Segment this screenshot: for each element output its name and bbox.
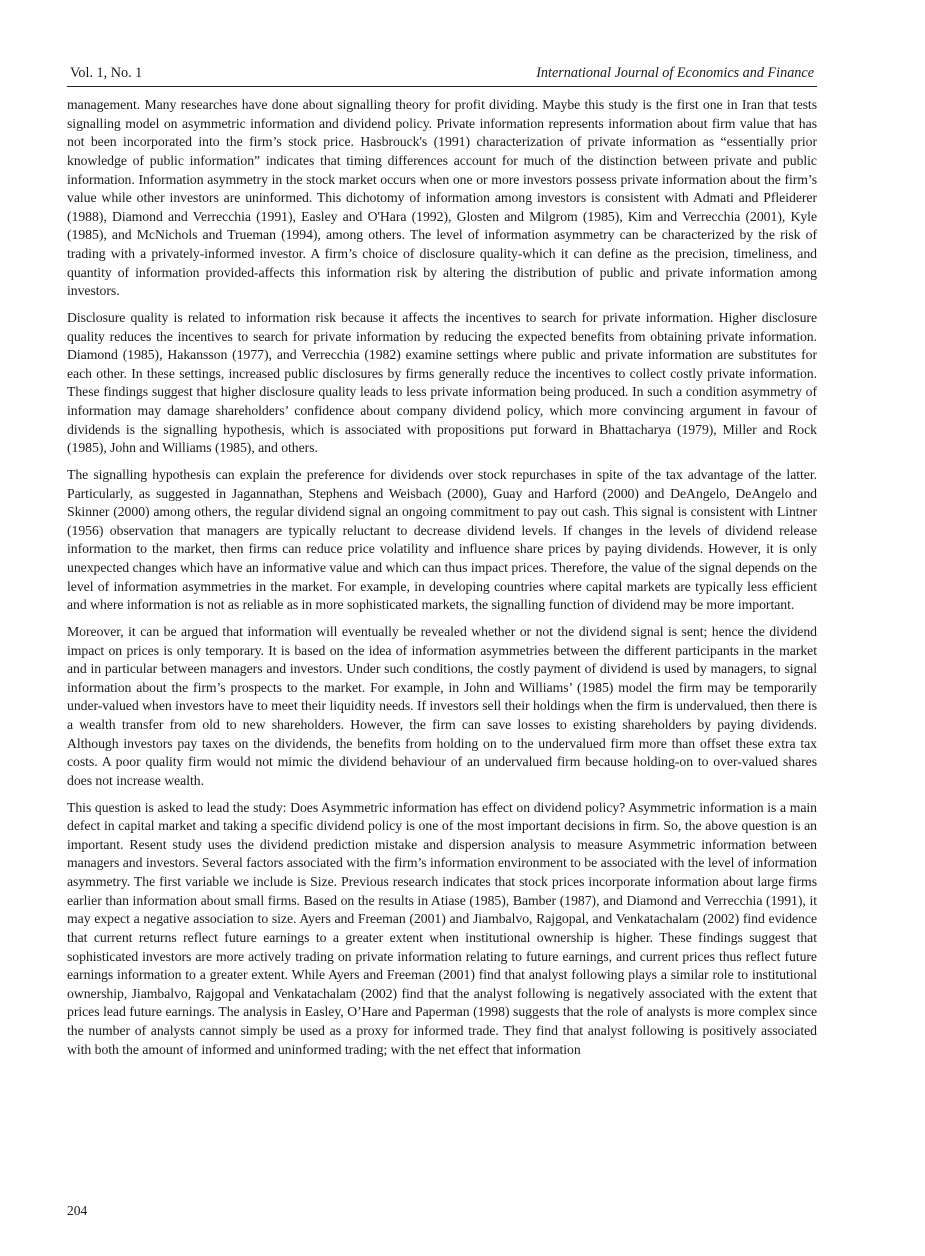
paragraph: management. Many researches have done about signalling theory for profit dividing. Maybe this study is the first one in Iran that tests signalling model on asymmetric information and dividend policy. Private information represents information about firm value that has not been incorporated into the firm’s stock price. Hasbrouck's (1991) characterization of private information as “essentially prior knowledge of public information” indicates that timing differences account for much of the distinction between private and public information. Information asymmetry in the stock market occurs when one or more investors possess private information about the firm’s value while other investors are uninformed. This dichotomy of information among investors is consistent with Admati and Pfleiderer (1988), Diamond and Verrecchia (1991), Easley and O'Hara (1992), Glosten and Milgrom (1985), Kim and Verrecchia (2001), Kyle (1985), and McNichols and Trueman (1994), among others. The level of information asymmetry can be characterized by the risk of trading with a privately-informed investor. A firm’s choice of disclosure quality-which it can define as the precision, timeliness, and quantity of information provided-affects this information risk by altering the distribution of public and private information among investors.: [67, 97, 817, 299]
volume-label: Vol. 1, No. 1: [70, 65, 143, 81]
paragraph: Disclosure quality is related to information risk because it affects the incentives to search for private information. Higher disclosure quality reduces the incentives to search for private information by reducing the expected benefits from obtaining private information. Diamond (1985), Hakansson (1977), and Verrecchia (1982) examine settings where public and private information are substitutes for each other. In these settings, increased public disclosures by firms generally reduce the incentives to collect costly private information. These findings suggest that higher disclosure quality leads to less private information being produced. In such a condition asymmetry of information may damage shareholders’ confidence about company dividend policy, which more convincing argument in favour of dividends is the signalling hypothesis, which is associated with propositions put forward in Bhattacharya (1979), Miller and Rock (1985), John and Williams (1985), and others.: [67, 309, 817, 456]
paragraph: The signalling hypothesis can explain the preference for dividends over stock repurchases in spite of the tax advantage of the latter. Particularly, as suggested in Jagannathan, Stephens and Weisbach (2000), Guay and Harford (2000) and DeAngelo, DeAngelo and Skinner (2000) among others, the regular dividend signal an ongoing commitment to pay out cash. This signal is consistent with Lintner (1956) observation that managers are typically reluctant to decrease dividend levels. If changes in the levels of dividend release information to the market, then firms can reduce price volatility and influence share prices by paying dividends. However, it is only unexpected changes which have an informative value and which can thus impact prices. Therefore, the value of the signal depends on the level of information asymmetries in the market. For example, in developing countries where capital markets are typically less efficient and where information is not as reliable as in more sophisticated markets, the signalling function of dividend may be more important.: [67, 466, 817, 613]
paragraph: This question is asked to lead the study: Does Asymmetric information has effect on dividend policy? Asymmetric information is a main defect in capital market and taking a specific dividend policy is one of the most important decisions in firm. So, the above question is an important. Resent study uses the dividend prediction mistake and dispersion analysis to measure Asymmetric information between managers and investors. Several factors associated with the firm’s information environment to be associated with the level of information asymmetry. The first variable we include is Size. Previous research indicates that stock prices incorporate information about large firms earlier than information about small firms. Based on the results in Atiase (1985), Bamber (1987), and Diamond and Verrecchia (1991), it may expect a negative association to size. Ayers and Freeman (2001) and Jiambalvo, Rajgopal, and Venkatachalam (2002) find evidence that current returns reflect future earnings to a greater extent when institutional ownership is higher. These findings suggest that sophisticated investors are more actively trading on private information relating to future earnings, and current prices thus reflect future earnings information to a greater extent. While Ayers and Freeman (2001) find that analyst following plays a similar role to institutional ownership, Jiambalvo, Rajgopal and Venkatachalam (2002) find that the analyst following is negatively associated with the extent that prices lead future earnings. The analysis in Easley, O’Hare and Paperman (1998) suggests that the role of analysts is more complex since the number of analysts cannot simply be used as a proxy for informed trade. They find that analyst following is positively associated with both the amount of informed and uninformed trading; with the net effect that information: [67, 799, 817, 1057]
article-body: [67, 96, 817, 1067]
page-number: 204: [67, 1203, 88, 1218]
journal-title: International Journal of Economics and Finance: [536, 65, 814, 81]
running-header: [67, 62, 817, 87]
paragraph: Moreover, it can be argued that information will eventually be revealed whether or not the dividend signal is sent; hence the dividend impact on prices is only temporary. It is based on the idea of information asymmetries between the different participants in the market and in particular between managers and investors. Under such conditions, the costly payment of dividend is used by managers, to signal information about the firm’s prospects to the market. For example, in John and Williams’ (1985) model the firm may be temporarily under-valued when investors have to meet their liquidity needs. If investors sell their holdings when the firm is undervalued, then there is a wealth transfer from old to new shareholders. However, the firm can save losses to existing shareholders by paying dividends. Although investors pay taxes on the dividends, the benefits from holding on to the undervalued firm more than offset these extra tax costs. A poor quality firm would not mimic the dividend behaviour of an undervalued firm because holding-on to over-valued shares does not increase wealth.: [67, 623, 817, 788]
